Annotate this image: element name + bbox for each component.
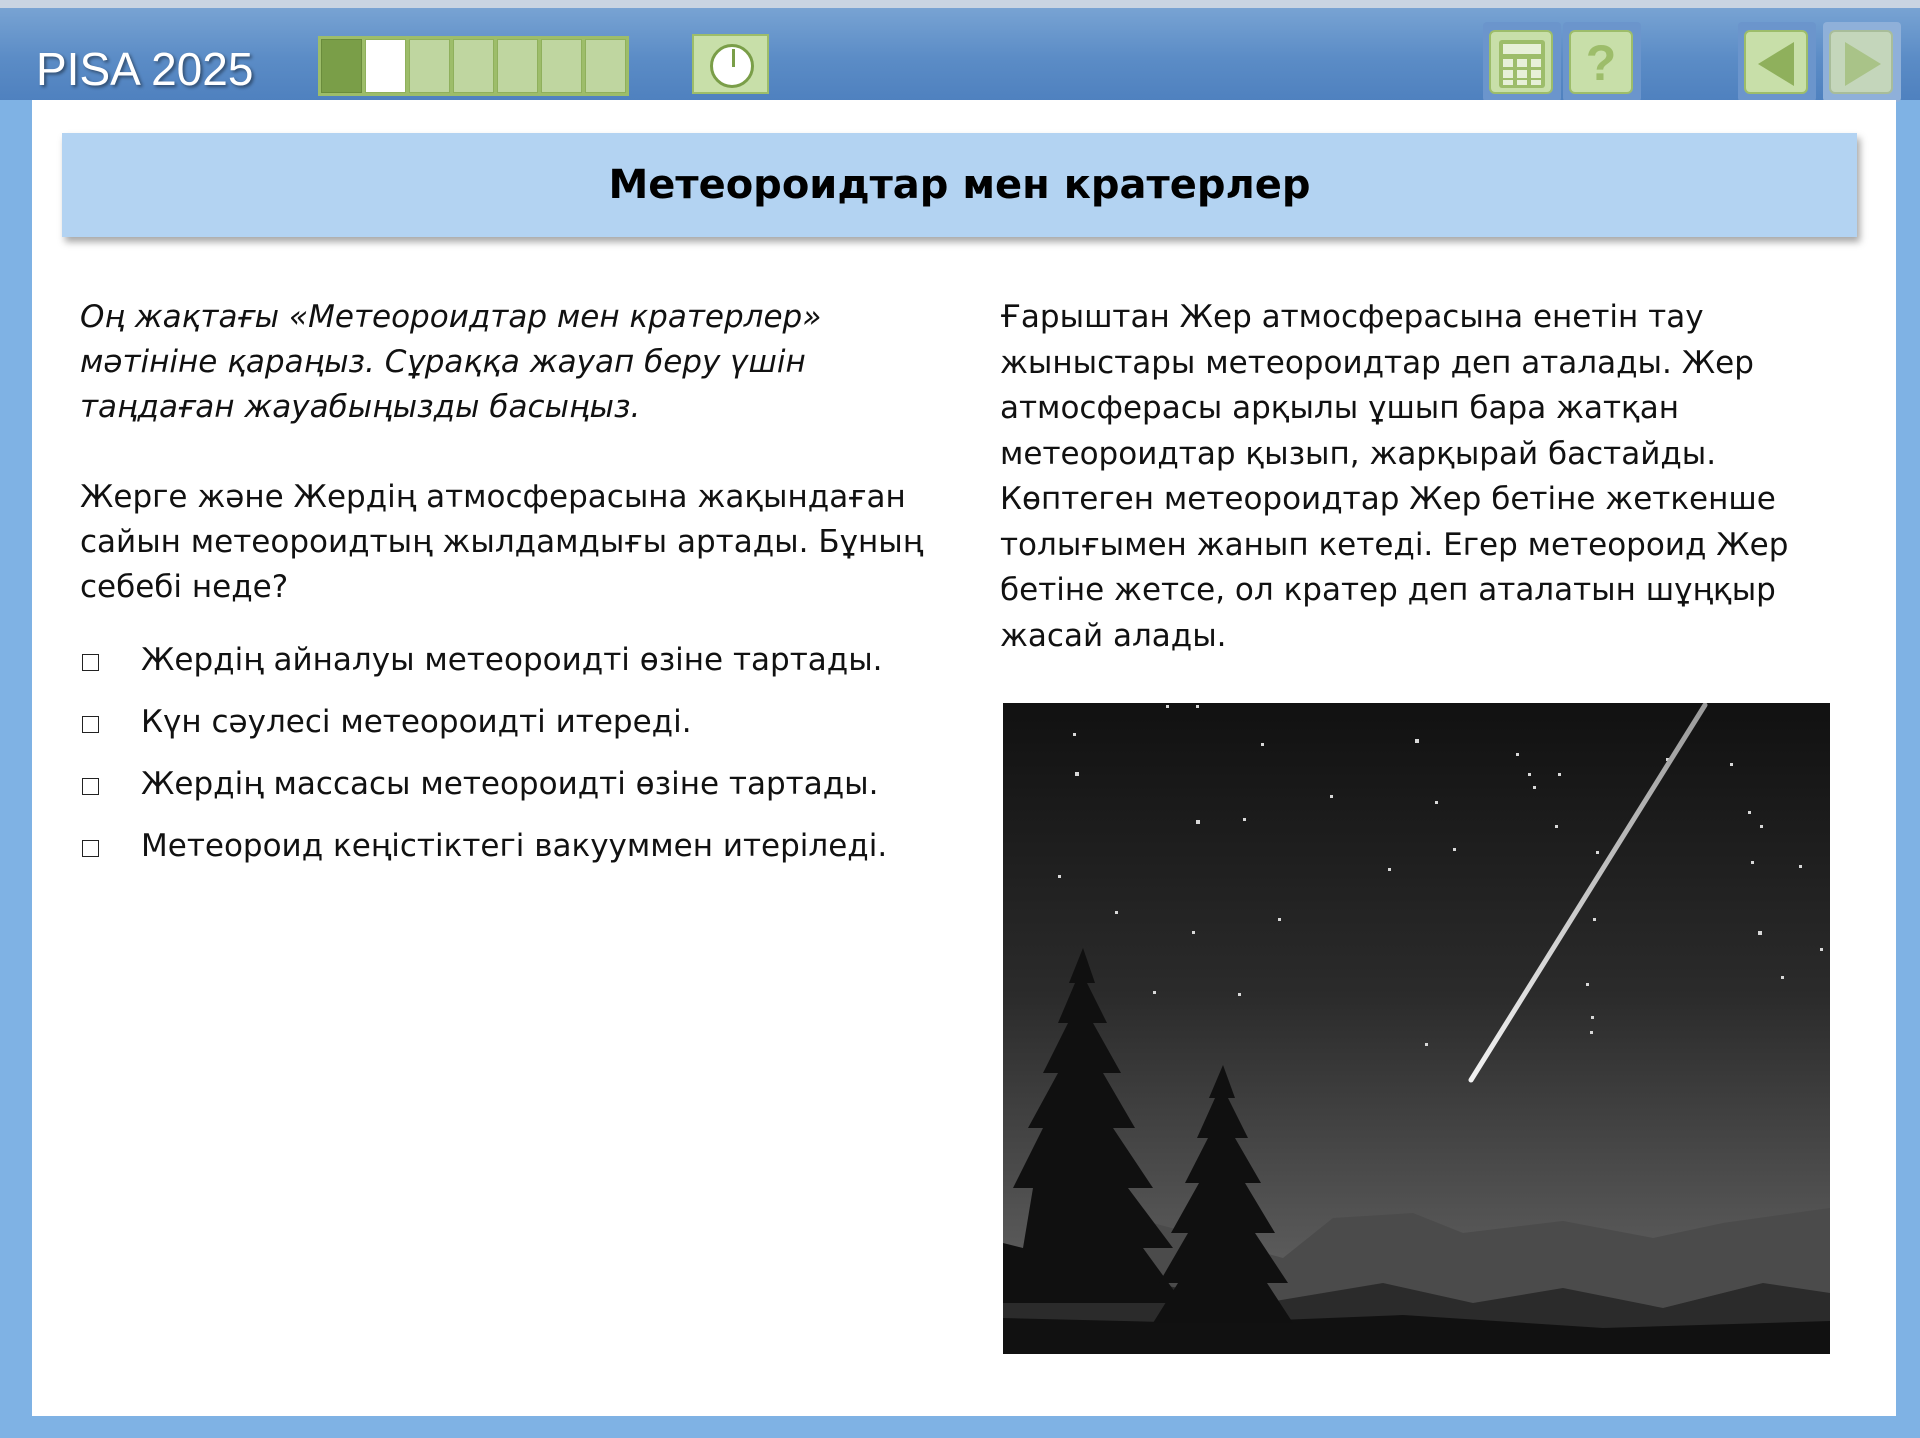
passage-line: метеороидтар қызып, жарқырай бастайды. bbox=[1000, 435, 1717, 472]
passage-line: жыныстары метеороидтар деп аталады. Жер bbox=[1000, 344, 1754, 381]
checkbox[interactable] bbox=[82, 840, 99, 857]
option-label[interactable]: Жердің массасы метеороидті өзіне тартады. bbox=[141, 766, 879, 802]
option-label[interactable]: Метеороид кеңістіктегі вакууммен итеріледі. bbox=[141, 828, 888, 864]
question-line: себебі неде? bbox=[80, 569, 289, 605]
passage-line: толығымен жанып кетеді. Егер метеороид Жер bbox=[1000, 526, 1789, 563]
passage-line: Көптеген метеороидтар Жер бетіне жеткенше bbox=[1000, 481, 1776, 517]
passage-text bbox=[1000, 295, 1860, 659]
progress-segment-3 bbox=[409, 39, 450, 93]
checkbox[interactable] bbox=[82, 654, 99, 671]
progress-indicator bbox=[318, 36, 629, 96]
clock-icon bbox=[710, 44, 754, 88]
instruction-text bbox=[80, 295, 940, 430]
option-label[interactable]: Күн сәулесі метеороидті итереді. bbox=[141, 704, 692, 740]
passage-line: бетіне жетсе, ол кратер деп аталатын шұңқыр bbox=[1000, 572, 1776, 608]
meteor-illustration bbox=[1003, 703, 1830, 1354]
pisa-logo: PISA 2025 bbox=[36, 43, 254, 95]
answer-options bbox=[80, 638, 940, 886]
checkbox[interactable] bbox=[82, 716, 99, 733]
question-line: Жерге және Жердің атмосферасына жақындаған bbox=[80, 479, 906, 515]
instruction-line: таңдаған жауабыңызды басыңыз. bbox=[80, 389, 641, 425]
meteor-streak bbox=[1471, 705, 1705, 1080]
answer-option-4[interactable] bbox=[80, 824, 940, 886]
progress-segment-2 bbox=[365, 39, 406, 93]
progress-segment-1 bbox=[321, 39, 362, 93]
instruction-line: мәтініне қараңыз. Сұраққа жауап беру үшін bbox=[80, 344, 806, 380]
passage-line: жасай алады. bbox=[1000, 617, 1227, 654]
calculator-button[interactable] bbox=[1483, 22, 1561, 102]
content-panel bbox=[32, 100, 1896, 1416]
top-toolbar bbox=[0, 0, 1920, 100]
checkbox[interactable] bbox=[82, 778, 99, 795]
help-button[interactable] bbox=[1563, 22, 1641, 102]
progress-segment-4 bbox=[453, 39, 494, 93]
arrow-right-icon bbox=[1845, 42, 1881, 86]
stars bbox=[1058, 705, 1823, 1046]
timer-button[interactable] bbox=[692, 34, 769, 94]
progress-segment-5 bbox=[497, 39, 538, 93]
help-icon: ? bbox=[1585, 35, 1617, 91]
answer-option-1[interactable] bbox=[80, 638, 940, 700]
passage-line: атмосферасы арқылы ұшып бара жатқан bbox=[1000, 390, 1680, 426]
progress-segment-7 bbox=[585, 39, 626, 93]
calculator-icon bbox=[1499, 40, 1545, 88]
question-prompt bbox=[80, 475, 940, 610]
arrow-left-icon bbox=[1758, 42, 1794, 86]
answer-option-2[interactable] bbox=[80, 700, 940, 762]
instruction-line: Оң жақтағы «Метеороидтар мен кратерлер» bbox=[80, 299, 822, 335]
next-button[interactable] bbox=[1823, 22, 1901, 102]
back-button[interactable] bbox=[1738, 22, 1816, 102]
progress-segment-6 bbox=[541, 39, 582, 93]
passage-line: Ғарыштан Жер атмосферасына енетін тау bbox=[1000, 299, 1704, 335]
question-line: сайын метеороидтың жылдамдығы артады. Бұның bbox=[80, 524, 924, 560]
page-title: Метеороидтар мен кратерлер bbox=[62, 133, 1857, 237]
option-label[interactable]: Жердің айналуы метеороидті өзіне тартады. bbox=[141, 642, 883, 678]
question-column bbox=[80, 295, 940, 886]
answer-option-3[interactable] bbox=[80, 762, 940, 824]
